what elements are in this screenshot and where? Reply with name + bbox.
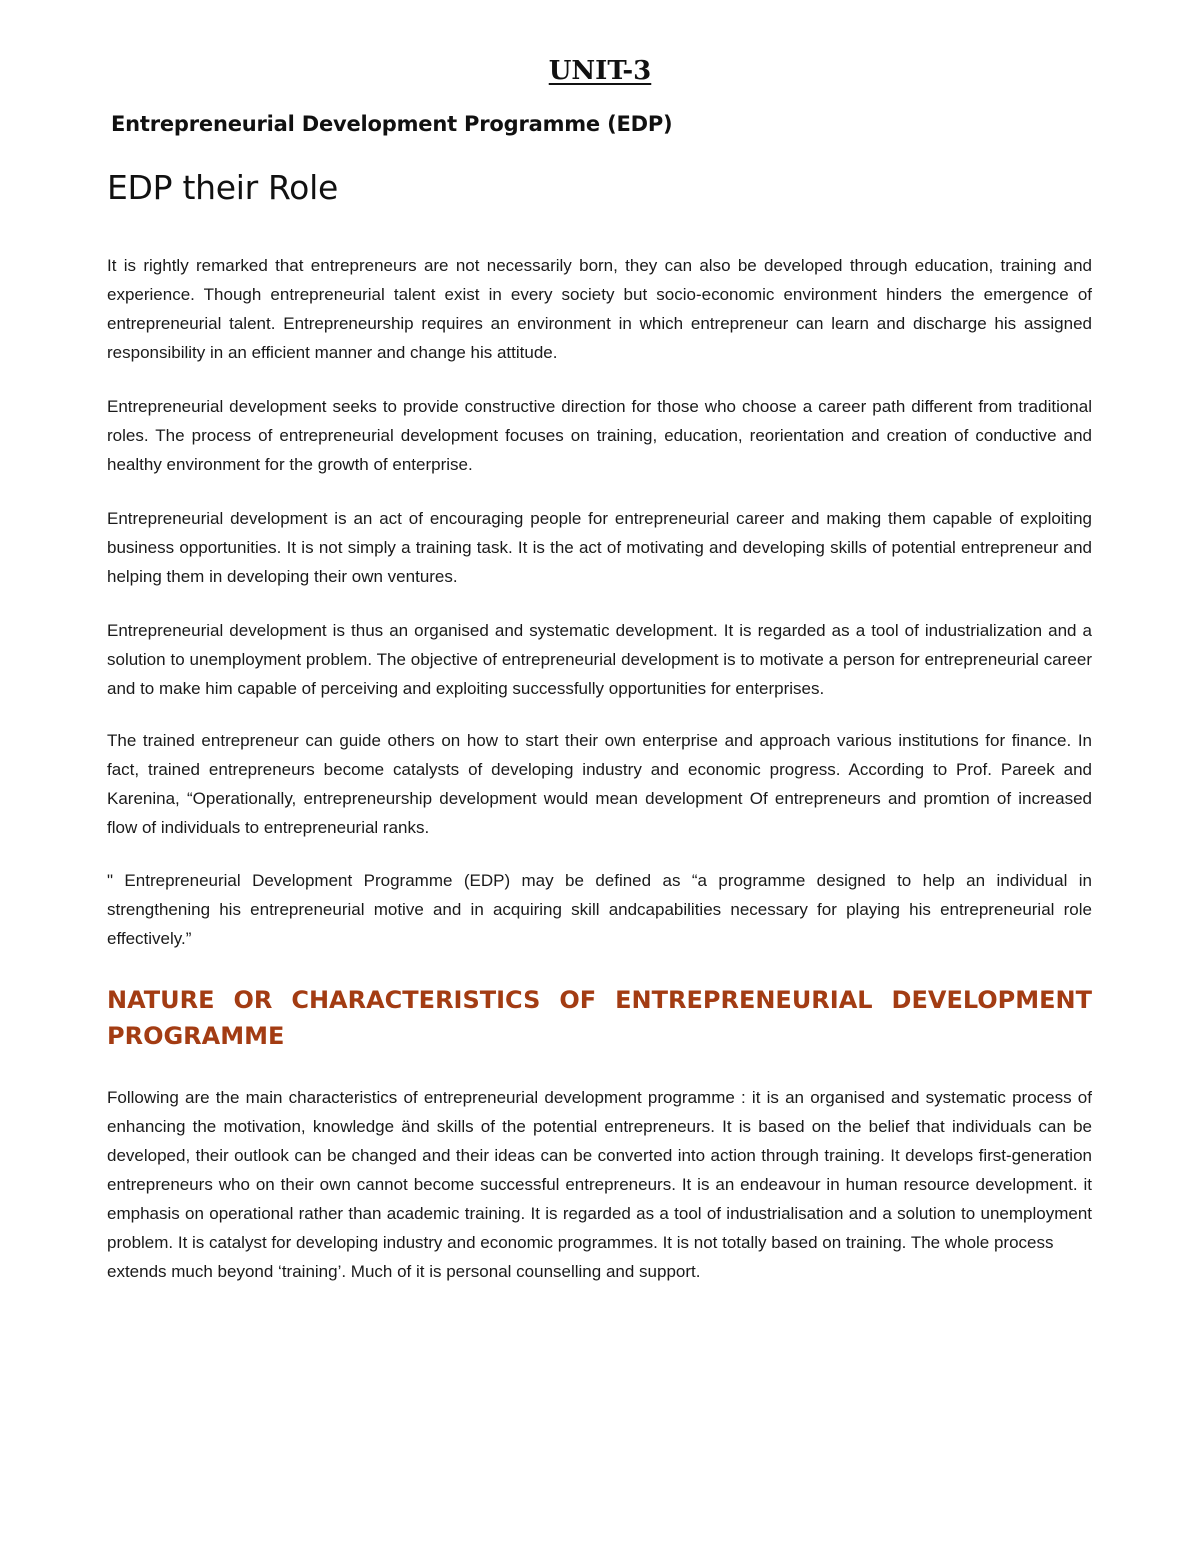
paragraph-2: Entrepreneurial development seeks to provide constructive direction for those who choose a career path different from traditional roles. The process of entrepreneurial development focuses on training, education, reorientation and creation of conductive and healthy environment for the growth of enterprise. (107, 397, 1092, 474)
paragraph-6: " Entrepreneurial Development Programme (EDP) may be defined as “a programme designed to help an individual in strengthening his entrepreneurial motive and in acquiring skill andcapabilities necessary for playing his entrepreneurial role effectively.” (107, 871, 1092, 948)
unit-title: UNIT-3 (548, 56, 652, 86)
characteristics-paragraph-tail: extends much beyond ‘training’. Much of it is personal counselling and support. (107, 1262, 701, 1281)
paragraph-1: It is rightly remarked that entrepreneurs are not necessarily born, they can also be developed through education, training and experience. Though entrepreneurial talent exist in every society but socio-economic environment hinders the emergence of entrepreneurial talent. Entrepreneurship requires an environment in which entrepreneur can learn and discharge his assigned responsibility in an efficient manner and change his attitude. (107, 256, 1092, 362)
characteristics-paragraph (107, 1083, 1092, 1286)
paragraph-3: Entrepreneurial development is an act of encouraging people for entrepreneurial career and making them capable of exploiting business opportunities. It is not simply a training task. It is the act of motivating and developing skills of potential entrepreneur and helping them in developing their own ventures. (107, 509, 1092, 586)
paragraph-4: Entrepreneurial development is thus an organised and systematic development. It is regarded as a tool of industrialization and a solution to unemployment problem. The objective of entrepreneurial development is to motivate a person for entrepreneurial career and to make him capable of perceiving and exploiting successfully opportunities for enterprises. (107, 621, 1092, 698)
characteristics-paragraph-main: Following are the main characteristics of entrepreneurial development programme : it is an organised and systematic process of enhancing the motivation, knowledge änd skills of the potential entrepreneurs. It is based on the belief that individuals can be developed, their outlook can be changed and their ideas can be converted into action through training. It develops first-generation entrepreneurs who on their own cannot become successful entrepreneurs. It is an endeavour in human resource development. it emphasis on operational rather than academic training. It is regarded as a tool of industrialisation and a solution to unemployment problem. It is catalyst for developing industry and economic programmes. It is not totally based on training. The whole process (107, 1088, 1092, 1252)
nature-characteristics-heading: NATURE OR CHARACTERISTICS OF ENTREPRENEURIAL DEVELOPMENT PROGRAMME (107, 986, 1092, 1050)
paragraph-5: The trained entrepreneur can guide others on how to start their own enterprise and approach various institutions for finance. In fact, trained entrepreneurs become catalysts of developing industry and economic progress. According to Prof. Pareek and Karenina, “Operationally, entrepreneurship development would mean development Of entrepreneurs and promtion of increased flow of individuals to entrepreneurial ranks. (107, 731, 1092, 837)
document-subtitle: Entrepreneurial Development Programme (EDP) (111, 112, 673, 136)
section-heading-edp-role: EDP their Role (107, 168, 338, 207)
